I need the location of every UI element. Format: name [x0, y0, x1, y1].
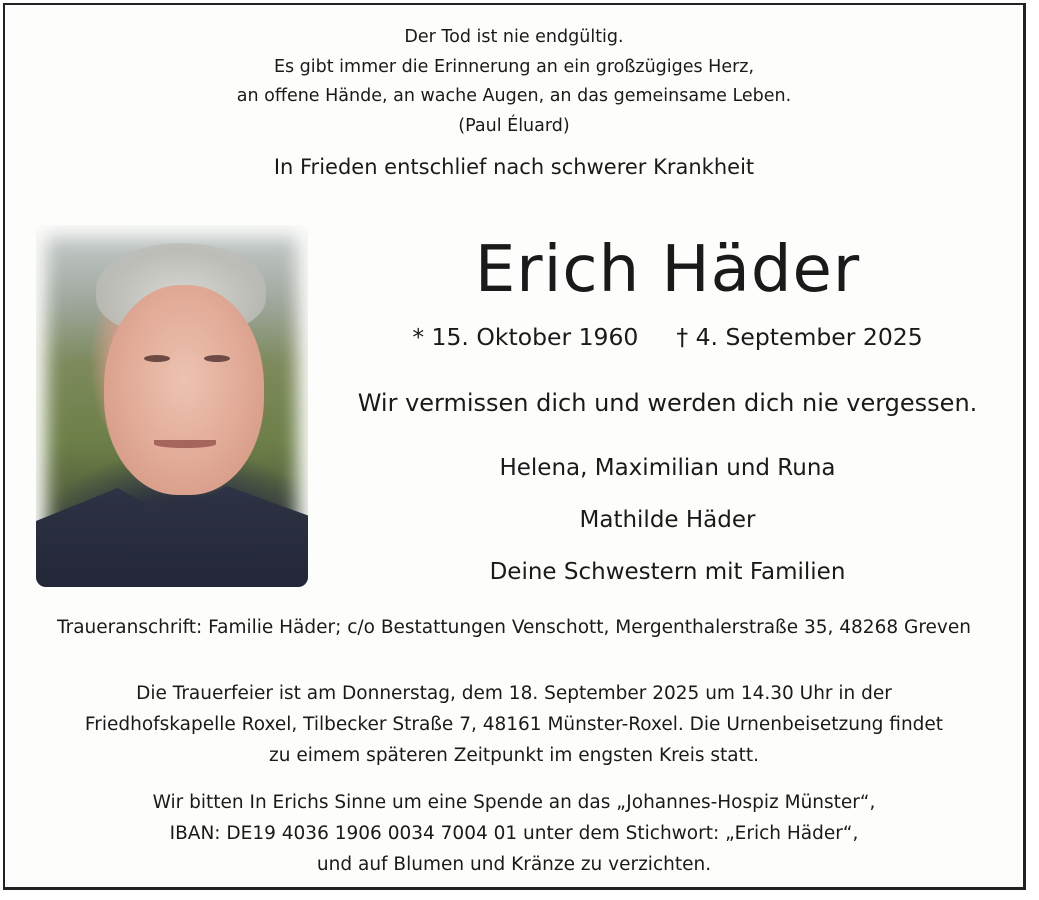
mourner-line: Deine Schwestern mit Familien	[489, 559, 846, 585]
mourner-line: Helena, Maximilian und Runa	[499, 455, 836, 481]
portrait-mouth	[154, 440, 216, 448]
birth-date: * 15. Oktober 1960	[412, 323, 639, 351]
donation-line: und auf Blumen und Kränze zu verzichten.	[316, 854, 712, 875]
ceremony-line: Friedhofskapelle Roxel, Tilbecker Straße 7, 48161 Münster-Roxel. Die Urnenbeisetzung findet	[84, 714, 944, 735]
ceremony-line: Die Trauerfeier ist am Donnerstag, dem 18. September 2025 um 14.30 Uhr in der	[136, 683, 892, 704]
donation-info	[5, 787, 1023, 880]
donation-line: Wir bitten In Erichs Sinne um eine Spende an das „Johannes-Hospiz Münster“,	[152, 792, 876, 813]
ceremony-info	[5, 678, 1023, 771]
mourner-line: Mathilde Häder	[579, 507, 756, 533]
deceased-name: Erich Häder	[474, 233, 861, 307]
farewell-message: Wir vermissen dich und werden dich nie vergessen.	[357, 389, 978, 417]
quote-line: Der Tod ist nie endgültig.	[404, 27, 624, 47]
intro-text: In Frieden entschlief nach schwerer Krankheit	[273, 155, 755, 179]
quote-line: an offene Hände, an wache Augen, an das gemeinsame Leben.	[236, 86, 792, 106]
quote-line: Es gibt immer die Erinnerung an ein großzügiges Herz,	[273, 56, 755, 77]
mourning-address: Traueranschrift: Familie Häder; c/o Bestattungen Venschott, Mergenthalerstraße 35, 48268 Greven	[57, 617, 971, 638]
quote-block	[5, 23, 1023, 141]
obituary-card	[3, 3, 1026, 890]
portrait-eye	[204, 355, 230, 362]
portrait-eye	[144, 355, 170, 362]
donation-line: IBAN: DE19 4036 1906 0034 7004 01 unter dem Stichwort: „Erich Häder“,	[169, 823, 859, 844]
quote-author: (Paul Éluard)	[458, 115, 570, 136]
death-date: † 4. September 2025	[676, 323, 923, 351]
life-dates	[310, 323, 1025, 351]
portrait-photo	[36, 225, 308, 587]
ceremony-line: zu eimem späteren Zeitpunkt im engsten Kreis statt.	[269, 745, 759, 766]
portrait-face	[104, 285, 264, 495]
